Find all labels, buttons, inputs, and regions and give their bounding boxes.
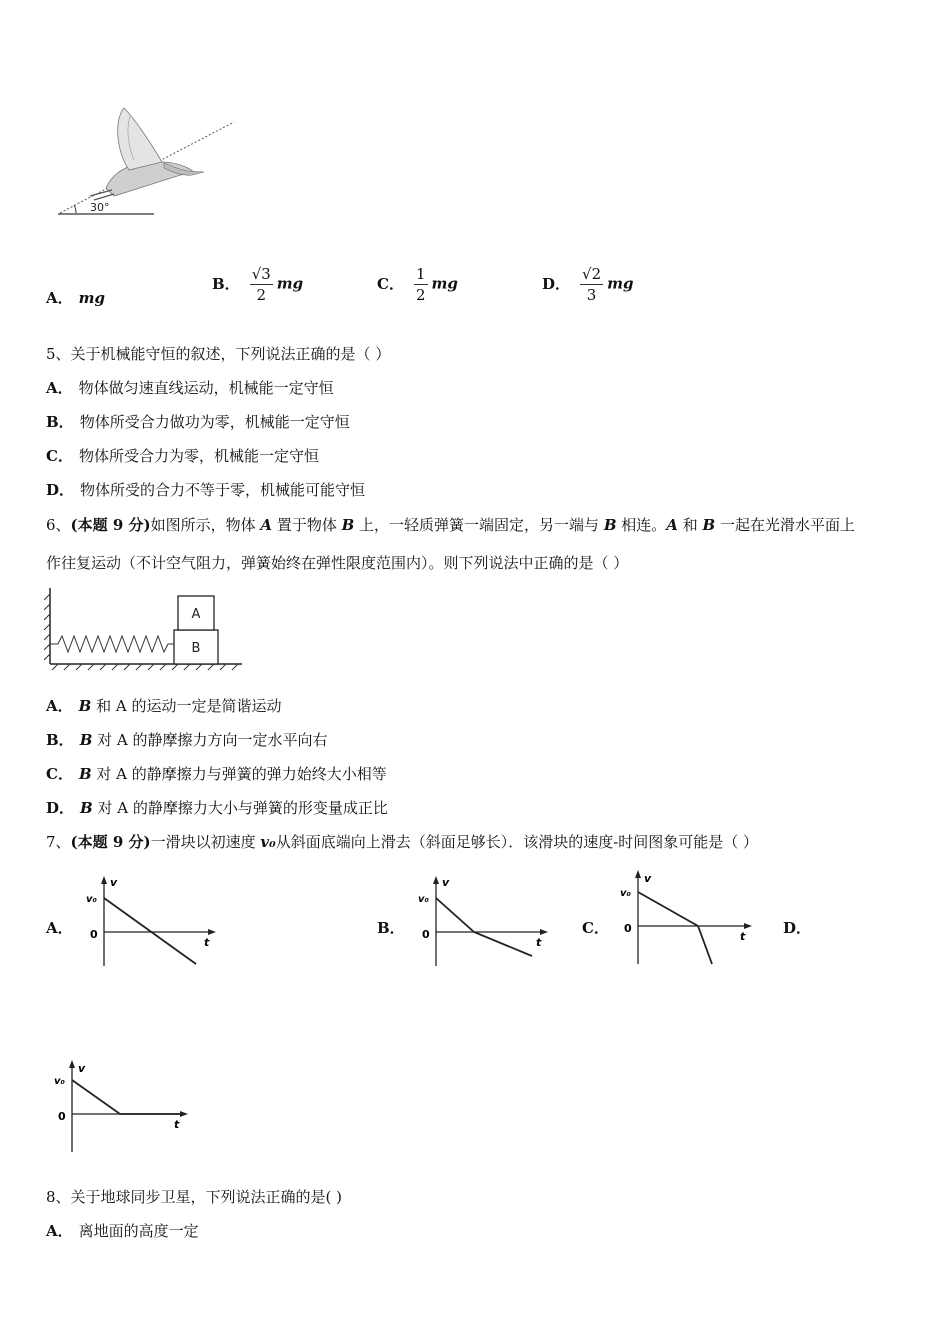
option-text: mg bbox=[431, 274, 458, 293]
graph-d-line bbox=[72, 1080, 182, 1114]
q7-label-b: B． bbox=[377, 919, 405, 937]
denominator: 2 bbox=[415, 286, 426, 304]
graph-c bbox=[618, 868, 758, 968]
svg-text:v: v bbox=[442, 876, 450, 889]
svg-text:v₀: v₀ bbox=[620, 888, 631, 899]
option-label: A． bbox=[46, 289, 73, 307]
svg-text:v₀: v₀ bbox=[418, 894, 429, 905]
svg-text:v₀: v₀ bbox=[54, 1076, 65, 1087]
graph-c-line bbox=[638, 892, 712, 964]
denominator: 2 bbox=[256, 286, 267, 304]
q6-option-c: C． B 对 A 的静摩擦力与弹簧的弹力始终大小相等 bbox=[46, 765, 387, 783]
fraction bbox=[414, 264, 428, 305]
q7-label-d: D． bbox=[783, 919, 812, 937]
q4-option-a bbox=[46, 287, 105, 308]
q5-stem: 5、关于机械能守恒的叙述，下列说法正确的是（ ） bbox=[46, 345, 391, 363]
graph-a-line bbox=[104, 898, 196, 964]
q5-option-c: C． 物体所受合力为零，机械能一定守恒 bbox=[46, 447, 319, 465]
q4-option-b bbox=[212, 264, 303, 305]
option-label: B． bbox=[212, 274, 240, 293]
spring bbox=[50, 636, 174, 652]
svg-text:t: t bbox=[536, 936, 542, 949]
option-label: D． bbox=[542, 274, 571, 293]
fraction bbox=[250, 264, 273, 305]
numerator: √3 bbox=[251, 265, 271, 283]
bird-figure bbox=[54, 100, 244, 220]
q6-stem-line1: 6、(本题 9 分)如图所示，物体 A 置于物体 B 上，一轻质弹簧一端固定，另一端与 B 相连。A 和 B 一起在光滑水平面上 bbox=[46, 516, 855, 534]
option-text: mg bbox=[276, 274, 304, 293]
svg-text:0: 0 bbox=[422, 928, 430, 941]
q6-option-a: A． B 和 A 的运动一定是简谐运动 bbox=[46, 697, 282, 715]
q7-label-c: C． bbox=[582, 919, 609, 937]
svg-text:0: 0 bbox=[624, 922, 632, 935]
svg-text:t: t bbox=[204, 936, 210, 949]
denominator: 3 bbox=[586, 286, 597, 304]
option-text: mg bbox=[607, 274, 634, 293]
numerator: √2 bbox=[582, 265, 602, 283]
q5-option-d: D． 物体所受的合力不等于零，机械能可能守恒 bbox=[46, 481, 366, 499]
option-label: C． bbox=[377, 274, 404, 293]
q5-option-a: A． 物体做匀速直线运动，机械能一定守恒 bbox=[46, 379, 334, 397]
q7-stem: 7、(本题 9 分)一滑块以初速度 v₀从斜面底端向上滑去（斜面足够长）．该滑块的速度-时间图象可能是（ ） bbox=[46, 833, 759, 851]
svg-text:0: 0 bbox=[58, 1110, 66, 1123]
graph-b bbox=[416, 874, 556, 970]
svg-text:v: v bbox=[110, 876, 118, 889]
block-a-label: A bbox=[191, 607, 201, 622]
graph-a bbox=[84, 874, 224, 970]
numerator: 1 bbox=[415, 265, 426, 283]
svg-text:t: t bbox=[174, 1118, 180, 1131]
q7-label-a: A． bbox=[46, 919, 73, 937]
block-b-label: B bbox=[191, 641, 201, 656]
spring-figure bbox=[44, 586, 244, 672]
option-text: mg bbox=[78, 289, 106, 307]
q6-option-d: D． B 对 A 的静摩擦力大小与弹簧的形变量成正比 bbox=[46, 799, 388, 817]
q8-stem: 8、关于地球同步卫星，下列说法正确的是( ) bbox=[46, 1188, 343, 1206]
q5-option-b: B． 物体所受合力做功为零，机械能一定守恒 bbox=[46, 413, 350, 431]
q6-stem-line2: 作往复运动（不计空气阻力，弹簧始终在弹性限度范围内）。则下列说法中正确的是（ ） bbox=[46, 554, 629, 572]
fraction bbox=[580, 264, 603, 305]
svg-text:t: t bbox=[740, 930, 746, 943]
q4-option-d bbox=[542, 264, 634, 305]
svg-text:0: 0 bbox=[90, 928, 98, 941]
q4-option-c bbox=[377, 264, 458, 305]
q6-option-b: B． B 对 A 的静摩擦力方向一定水平向右 bbox=[46, 731, 328, 749]
svg-text:v: v bbox=[78, 1062, 86, 1075]
svg-text:v: v bbox=[644, 872, 652, 885]
angle-label: 30° bbox=[90, 201, 110, 214]
graph-d bbox=[52, 1058, 192, 1156]
svg-text:v₀: v₀ bbox=[86, 894, 97, 905]
q8-option-a: A． 离地面的高度一定 bbox=[46, 1222, 199, 1240]
graph-b-line bbox=[436, 898, 532, 956]
